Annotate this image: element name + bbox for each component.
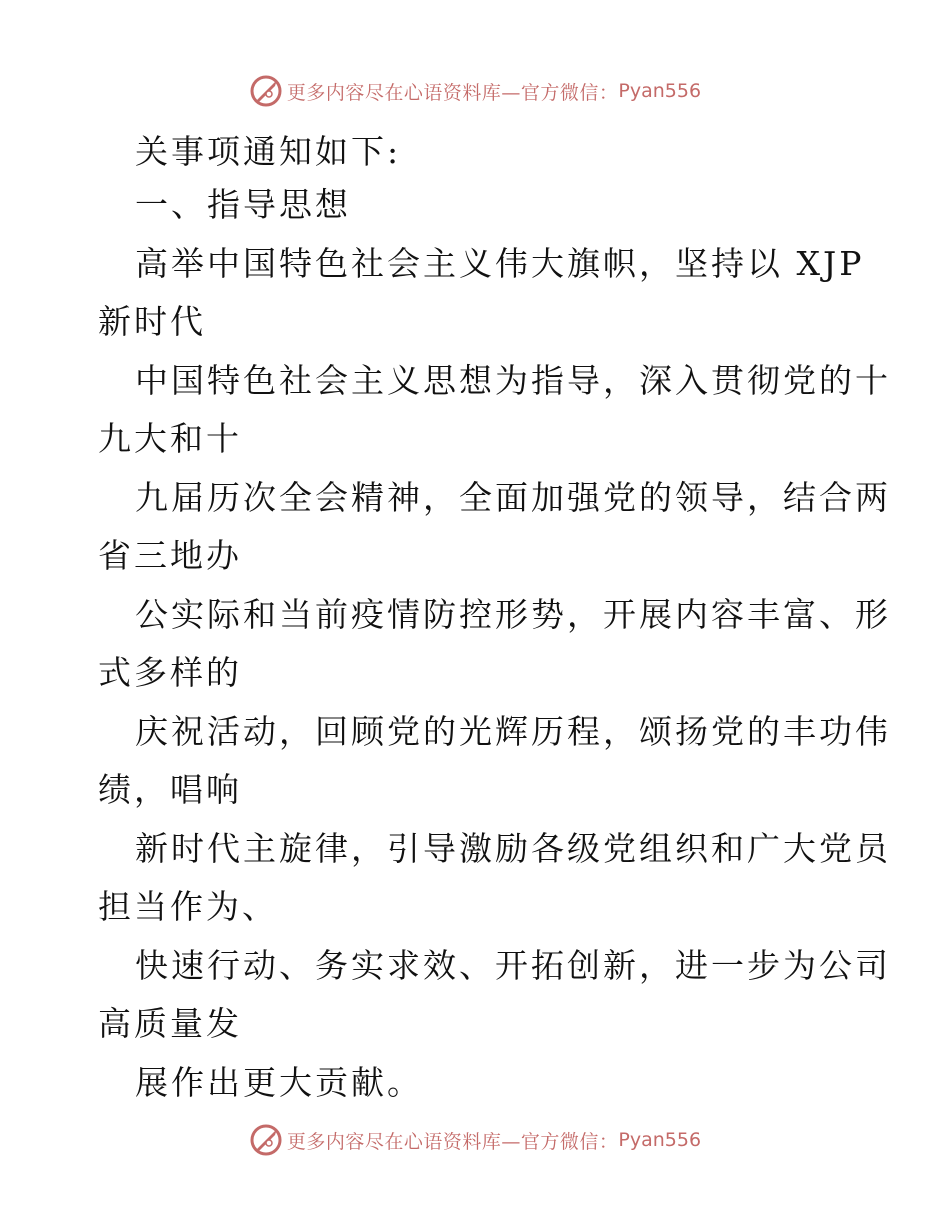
body-line: 关事项通知如下:	[135, 132, 402, 171]
header-banner-id: Pyan556	[618, 80, 702, 102]
footer-banner-id: Pyan556	[618, 1129, 702, 1151]
quill-pen-logo-icon	[249, 74, 283, 108]
header-banner-text: 更多内容尽在心语资料库—官方微信：	[286, 81, 619, 104]
body-line: 高举中国特色社会主义伟大旗帜，坚持以 XJP	[135, 244, 865, 283]
body-line: 庆祝活动，回顾党的光辉历程，颂扬党的丰功伟	[135, 712, 891, 751]
header-banner	[0, 71, 950, 111]
body-line: 快速行动、务实求效、开拓创新，进一步为公司	[135, 946, 891, 985]
body-line: 中国特色社会主义思想为指导，深入贯彻党的十	[135, 361, 891, 400]
footer-banner-text: 更多内容尽在心语资料库—官方微信：	[286, 1130, 619, 1153]
section-heading: 一、指导思想	[135, 185, 351, 224]
body-line: 绩，唱响	[98, 770, 242, 809]
body-line: 九大和十	[98, 419, 242, 458]
body-line: 展作出更大贡献。	[135, 1063, 423, 1102]
quill-pen-logo-icon	[249, 1123, 283, 1157]
body-line: 九届历次全会精神，全面加强党的领导，结合两	[135, 478, 891, 517]
body-line: 省三地办	[98, 536, 242, 575]
body-line: 高质量发	[98, 1004, 242, 1043]
body-line: 新时代主旋律，引导激励各级党组织和广大党员	[135, 829, 891, 868]
body-line: 担当作为、	[98, 887, 278, 926]
body-line: 新时代	[98, 302, 206, 341]
body-line: 公实际和当前疫情防控形势，开展内容丰富、形	[135, 595, 891, 634]
body-line: 式多样的	[98, 653, 242, 692]
footer-banner	[0, 1120, 950, 1160]
